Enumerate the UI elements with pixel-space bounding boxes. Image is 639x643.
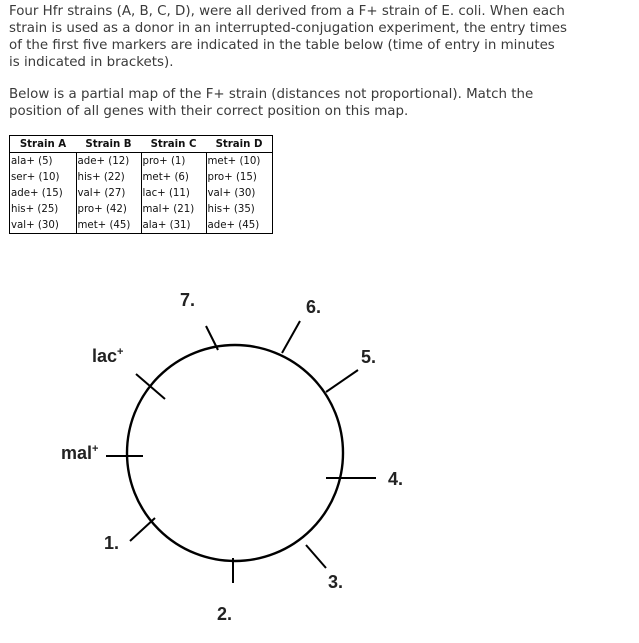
instruction-paragraph: Below is a partial map of the F+ strain (distances not proportional). Match the position of all genes with their correct position on this map. (9, 87, 534, 119)
header-strain-c: Strain C (141, 136, 206, 153)
table-row (10, 169, 273, 185)
tick-position-6 (282, 321, 300, 353)
header-strain-d: Strain D (206, 136, 273, 153)
table-row (10, 217, 273, 234)
table-cell: ala+ (31) (141, 217, 206, 234)
table-cell: ser+ (10) (10, 169, 77, 185)
intro-paragraph: Four Hfr strains (A, B, C, D), were all derived from a F+ strain of E. coli. When each strain is used as a donor in an interrupted-conjugation experiment, the entry times of the first five markers are indicated in the table below (time of entry in minutes is indicated in brackets). (9, 4, 567, 70)
table-cell: met+ (10) (206, 153, 273, 170)
table-cell: his+ (25) (10, 201, 77, 217)
table-row (10, 201, 273, 217)
table-cell: mal+ (21) (141, 201, 206, 217)
table-cell: val+ (27) (76, 185, 141, 201)
tick-lac (136, 374, 165, 399)
gene-label-lac: lac+ (92, 346, 124, 366)
table-cell: ade+ (15) (10, 185, 77, 201)
table-cell: pro+ (1) (141, 153, 206, 170)
table-cell: pro+ (15) (206, 169, 273, 185)
position-label-1: 1. (104, 533, 120, 553)
table-cell: lac+ (11) (141, 185, 206, 201)
tick-position-3 (306, 545, 326, 568)
table-row (10, 153, 273, 170)
table-header-row (10, 136, 273, 153)
tick-position-1 (130, 518, 155, 541)
table-cell: ade+ (12) (76, 153, 141, 170)
table-cell: val+ (30) (206, 185, 273, 201)
position-label-7: 7. (180, 290, 196, 310)
position-label-2: 2. (217, 604, 233, 624)
entry-times-table (9, 135, 273, 234)
table-cell: met+ (6) (141, 169, 206, 185)
header-strain-a: Strain A (10, 136, 77, 153)
position-label-3: 3. (328, 572, 344, 592)
table-cell: pro+ (42) (76, 201, 141, 217)
table-cell: met+ (45) (76, 217, 141, 234)
table-cell: his+ (22) (76, 169, 141, 185)
position-label-6: 6. (306, 297, 322, 317)
gene-label-mal: mal+ (61, 443, 99, 463)
chromosome-circle (127, 345, 343, 561)
table-cell: his+ (35) (206, 201, 273, 217)
header-strain-b: Strain B (76, 136, 141, 153)
table-cell: ade+ (45) (206, 217, 273, 234)
chromosome-map (0, 280, 639, 643)
table-cell: val+ (30) (10, 217, 77, 234)
position-label-5: 5. (361, 347, 377, 367)
tick-position-5 (326, 370, 358, 392)
table-row (10, 185, 273, 201)
position-label-4: 4. (388, 469, 404, 489)
table-cell: ala+ (5) (10, 153, 77, 170)
